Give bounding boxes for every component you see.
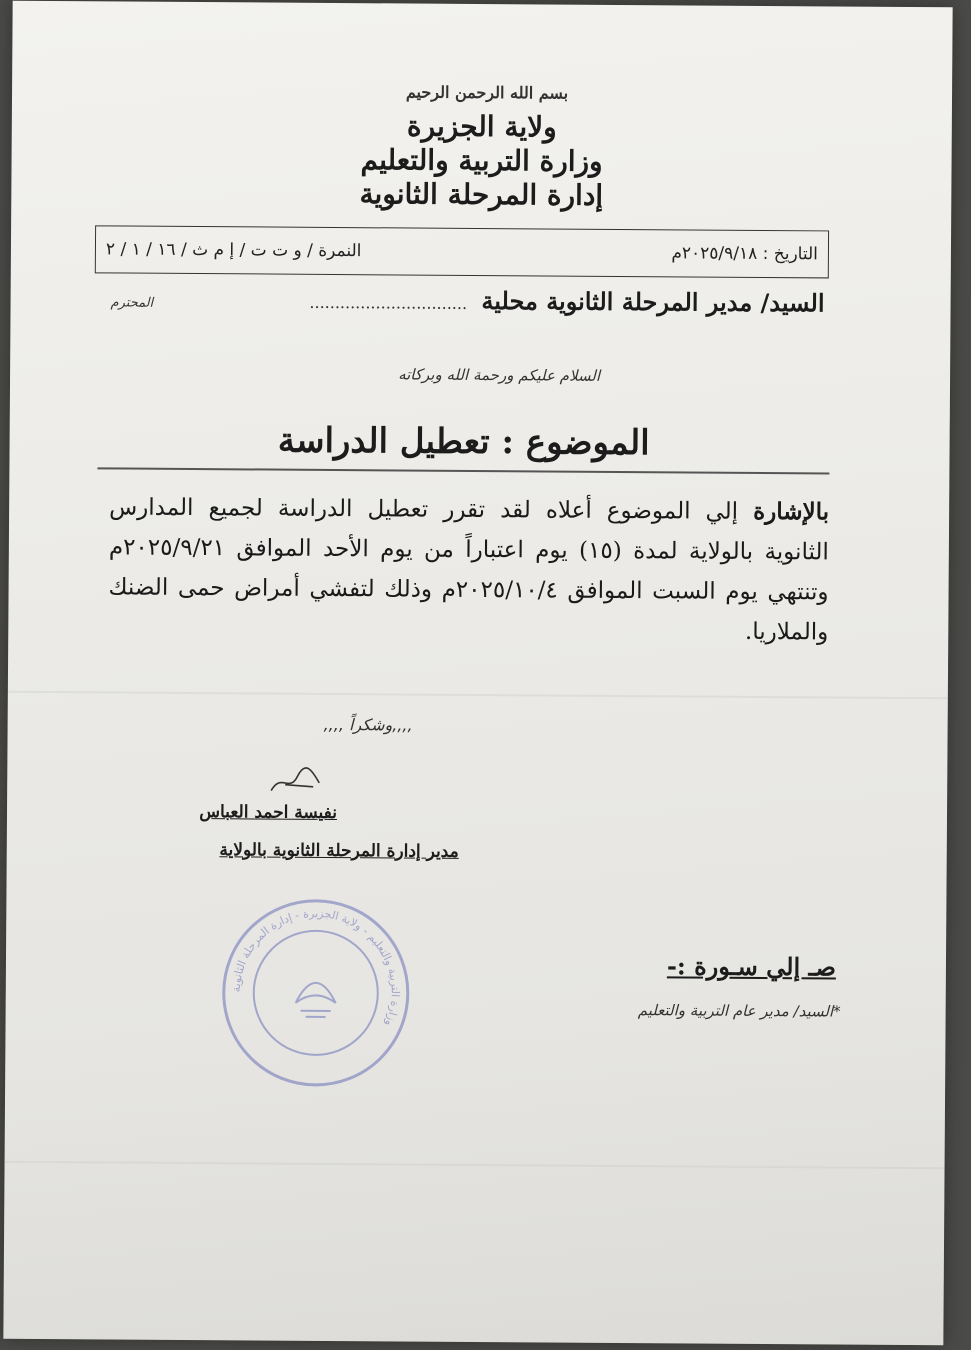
body-lead: بالإشارة: [753, 497, 830, 526]
official-stamp-icon: [215, 892, 416, 1093]
copy-to-label: صـ إلي سـورة :-: [666, 951, 837, 982]
subject-divider: [97, 467, 829, 474]
addressee-line: [309, 285, 824, 318]
body-text: إلي الموضوع أعلاه لقد تقرر تعطيل الدراسة لجميع المدارس الثانوية بالولاية لمدة (١٥) يوم اعتباراً من يوم الأحد الموافق ٢٠٢٥/٩/٢١م وتنتهي يوم السبت الموافق ٢٠٢٥/١٠/٤م وذلك لتفشي أمراض حمى الضنك والملاريا.: [108, 494, 829, 646]
addressee-dots: ...............................: [309, 292, 468, 313]
closing-thanks: ,,,,وشكراً ,,,,: [323, 714, 413, 735]
signature-scribble-icon: [267, 763, 327, 799]
letter-body: [108, 487, 829, 652]
letter-date: التاريخ : ٢٠٢٥/٩/١٨م: [671, 243, 819, 265]
greeting: السلام عليكم ورحمة الله وبركاته: [398, 365, 601, 385]
letterhead: [11, 73, 952, 216]
signer-name: نفيسة احمد العباس: [199, 802, 338, 824]
basmala: بسم الله الرحمن الرحيم: [405, 82, 569, 103]
paper-crease: [5, 1161, 945, 1170]
paper-crease: [8, 691, 948, 700]
reference-box: [95, 225, 829, 278]
addressee-respect: المحترم: [110, 295, 154, 311]
state-name: ولاية الجزيرة: [406, 109, 557, 144]
signer-title: مدير إدارة المرحلة الثانوية بالولاية: [219, 840, 459, 862]
addressee-text: السيد/ مدير المرحلة الثانوية محلية: [481, 286, 825, 318]
letter-number: النمرة / و ت ت / إ م ث / ١٦ / ١ / ٢: [105, 239, 362, 262]
subject-line: الموضوع : تعطيل الدراسة: [277, 420, 650, 464]
copy-to-item: *السيد/ مدير عام التربية والتعليم: [637, 1001, 841, 1021]
ministry-name: وزارة التربية والتعليم: [360, 143, 603, 178]
document-paper: [3, 1, 952, 1346]
stamp-ring-text: وزارة التربية والتعليم - ولاية الجزيرة - إدارة المرحلة الثانوية: [229, 906, 402, 1029]
department-name: إدارة المرحلة الثانوية: [359, 177, 604, 212]
